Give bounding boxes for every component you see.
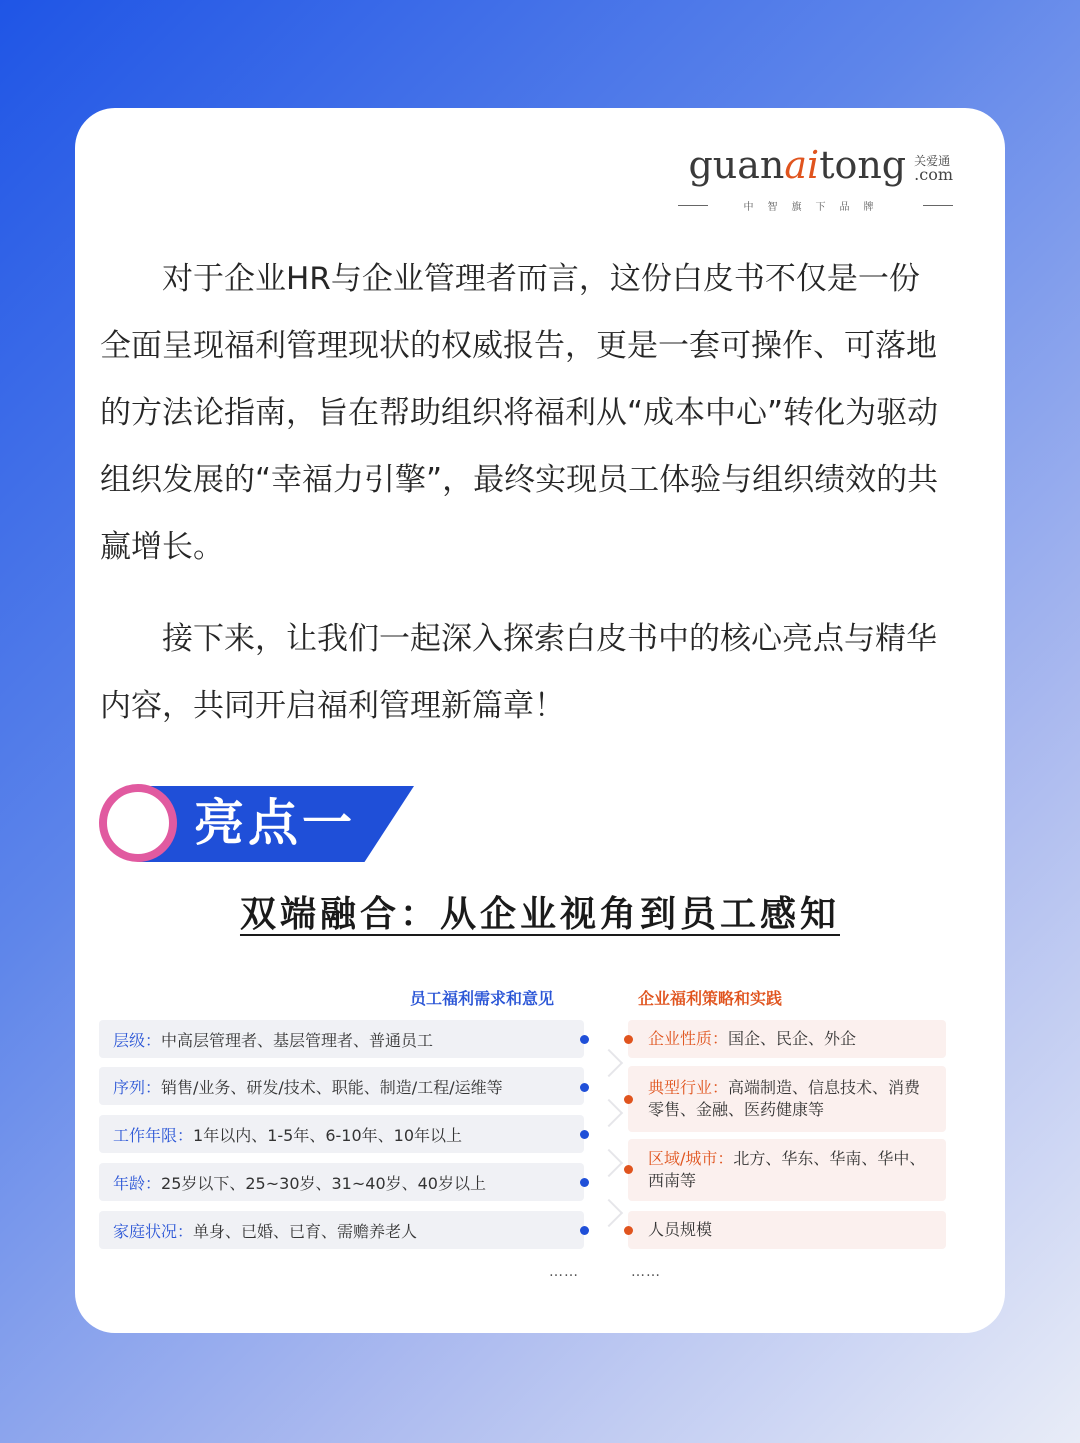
followup-paragraph: 接下来，让我们一起深入探索白皮书中的核心亮点与精华内容，共同开启福利管理新篇章！: [100, 621, 937, 724]
chevron-right-icon: [595, 1149, 623, 1177]
logo-word-prefix: guan: [688, 143, 785, 187]
logo-cn-name: 关爱通: [914, 153, 951, 168]
list-item: [99, 1020, 584, 1058]
list-item-key: 层级：: [113, 1030, 162, 1050]
orange-bullet-dot: [624, 1226, 633, 1235]
chevron-right-icon: [595, 1049, 623, 1077]
list-item: [99, 1163, 584, 1201]
logo-domain: .com: [914, 165, 953, 185]
list-item-value: 高端制造、信息技术、消费零售、金融、医药健康等: [648, 1078, 921, 1119]
list-item-key: 企业性质：: [648, 1029, 729, 1048]
content-card: [75, 108, 1005, 1333]
guanaitong-logo: [678, 143, 953, 213]
list-item: [99, 1067, 584, 1105]
list-item: [628, 1020, 946, 1058]
section-subtitle-text: 双端融合：从企业视角到员工感知: [239, 894, 840, 935]
logo-word-ai: ai: [784, 143, 820, 187]
blue-bullet-dot: [580, 1035, 589, 1044]
list-item-value: 销售/业务、研发/技术、职能、制造/工程/运维等: [161, 1077, 503, 1097]
enterprise-column-title: 企业福利策略和实践: [638, 989, 783, 1008]
list-item-value: 国企、民企、外企: [728, 1029, 857, 1048]
list-item: [628, 1066, 946, 1132]
highlight-tag-circle: [99, 784, 177, 862]
logo-rule-right: [923, 205, 953, 206]
chevron-right-icon: [595, 1199, 623, 1227]
highlight-tag: [99, 784, 419, 864]
left-more-ellipsis: ……: [549, 1264, 579, 1280]
list-item-value: 中高层管理者、基层管理者、普通员工: [161, 1030, 434, 1050]
list-item-value: 单身、已婚、已育、需赡养老人: [193, 1221, 418, 1241]
list-item-value: 北方、华东、华南、华中、西南等: [648, 1149, 926, 1190]
list-item: [628, 1139, 946, 1201]
logo-word-suffix: tong: [819, 143, 907, 187]
chevron-right-icon: [595, 1099, 623, 1127]
orange-bullet-dot: [624, 1035, 633, 1044]
list-item-value: 1年以内、1-5年、6-10年、10年以上: [193, 1125, 463, 1145]
list-item: [628, 1211, 946, 1249]
list-item: [99, 1211, 584, 1249]
orange-bullet-dot: [624, 1165, 633, 1174]
list-item: [99, 1115, 584, 1153]
list-item-value: 25岁以下、25~30岁、31~40岁、40岁以上: [161, 1173, 486, 1193]
list-item-value: 人员规模: [648, 1220, 713, 1239]
intro-paragraph: 对于企业HR与企业管理者而言，这份白皮书不仅是一份全面呈现福利管理现状的权威报告，更是一套可操作、可落地的方法论指南，旨在帮助组织将福利从“成本中心”转化为驱动组织发展的“幸福力引擎”，最终实现员工体验与组织绩效的共赢增长。: [100, 261, 939, 565]
list-item-key: 年龄：: [113, 1173, 162, 1193]
logo-tagline: 中智旗下品牌: [743, 202, 888, 213]
blue-bullet-dot: [580, 1178, 589, 1187]
blue-bullet-dot: [580, 1130, 589, 1139]
list-item-key: 区域/城市：: [648, 1149, 734, 1168]
list-item-key: 序列：: [113, 1077, 162, 1097]
highlight-tag-label: 亮点一: [194, 794, 356, 852]
employee-column-title: 员工福利需求和意见: [410, 989, 555, 1008]
right-more-ellipsis: ……: [631, 1264, 661, 1280]
orange-bullet-dot: [624, 1095, 633, 1104]
list-item-key: 典型行业：: [648, 1078, 729, 1097]
list-item-key: 工作年限：: [113, 1125, 194, 1145]
blue-bullet-dot: [580, 1083, 589, 1092]
list-item-key: 家庭状况：: [113, 1221, 194, 1241]
section-subtitle: [75, 886, 1005, 937]
logo-rule-left: [678, 205, 708, 206]
blue-bullet-dot: [580, 1226, 589, 1235]
